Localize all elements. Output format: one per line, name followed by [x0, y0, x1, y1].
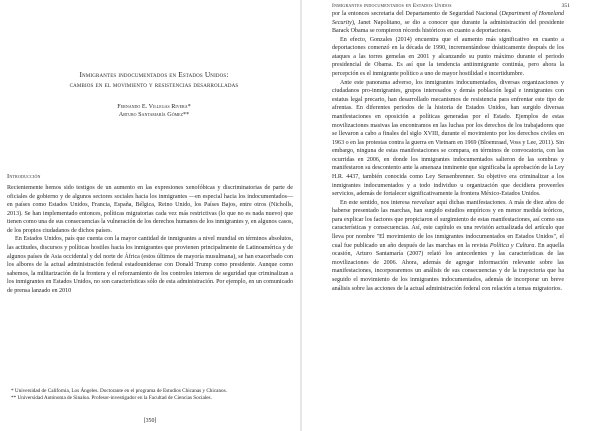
page-number-right: 351 — [561, 3, 570, 9]
right-page — [302, 0, 600, 431]
page-number-left: [350] — [143, 418, 157, 424]
footnote-1: * Universidad de California, Los Ángeles. Doctorante en el programa de Estudios Chicanas y Chicanos. — [11, 388, 227, 394]
paragraph-2: En Estados Unidos, país que cuenta con la mayor cantidad de inmigrantes a nivel mundial en términos absolutos, las actitudes, discursos y políticas hostiles hacia los inmigrantes que provienen principalmente de Latinoamérica y de algunos países de Asia occidental y del norte de África (estos últimos de mayoría musulmana), se han exacerbado con los albores de la actual administración federal estadounidense con Donald Trump como presidente. Aunque como sabemos, la militarización de la frontera y el reforzamiento de los controles internos de seguridad que criminalizan a los inmigrantes en Estados Unidos, no son características sólo de esta administración. Por ejemplo, en un comunicado de prensa lanzado en 2010 — [7, 236, 293, 294]
footnotes — [7, 388, 293, 402]
paragraph-reevaluar — [332, 199, 564, 293]
p1-emphasis: Department of Homeland Security — [332, 11, 564, 26]
p4-text-b: aquí dichas manifestaciones. A más de diez años de haberse presentado las marchas, han surgido estudios empíricos y en menor medida teóricos, para explicar los factores que propiciaron el surgimiento de estas manifestaciones, así como sus características y consecuencias. Así, este capítulo es una revisión actualizada del artículo que lleva por nombre "El movimiento de los inmigrantes indocumentados en Estados Unidos", el cual fue publicado un año después de las marchas en la revista — [332, 199, 564, 249]
p4-emphasis-1: reevaluar — [411, 199, 435, 206]
chapter-title-block — [16, 70, 292, 120]
left-body-text — [7, 184, 293, 296]
p4-text-c: . En aquella ocasión, Arturo Santamaría (2007) relató los antecedentes y las características de las movilizaciones de 2006. Ahora, además de agregar información relevante sobre las manifestaciones, incorporaremos un análisis de sus consecuencias y de la trayectoria que ha seguido el movimiento de los inmigrantes indocumentados, además de incorporar un breve análisis sobre las acciones de la actual administración federal con relación a temas migratorios. — [332, 242, 564, 292]
paragraph-resistance: Ante este panorama adverso, los inmigrantes indocumentados, diversas organizaciones y ciudadanos pro-inmigrantes, grupos interesados y demás población legal e inmigrantes con estatus legal precario, han desarrollado mecanismos de resistencia para enfrentar este tipo de afrentas. En diferentes periodos de la historia de Estados Unidos, han surgido diversas manifestaciones en oposición a políticas generadas por el Estado. Ejemplos de estas movilizaciones masivas las encontramos en las luchas por los derechos de los trabajadores que se llevaron a cabo a finales del siglo XVIII, durante el movimiento por los derechos civiles en 1963 o en las protestas contra la guerra en Vietnam en 1969 (Bloemraad, Voss y Lee, 2011). Sin embargo, ninguna de estas manifestaciones se compara, en términos de convocatoria, con las ocurridas en 2006, en donde los inmigrantes indocumentados salieron de las sombras y manifestaron su descontento ante la amenaza inminente que significaba la aprobación de la Ley H.R. 4437, también conocida como Ley Sensenbrenner. Su objetivo era criminalizar a los inmigrantes indocumentados y a todo individuo u organización que decidiera proveerles servicios, además de fortalecer significativamente la frontera México-Estados Unidos. — [332, 79, 564, 198]
author-2: Arturo Santamaría Gómez** — [118, 111, 190, 119]
chapter-title-line1: Inmigrantes indocumentados en Estados Unidos: — [79, 70, 229, 79]
paragraph-continued — [332, 10, 564, 36]
footnote-2: ** Universidad Autónoma de Sinaloa. Profesor-investigador en la Facultad de Ciencias Sociales. — [11, 395, 212, 402]
paragraph-gonzales: En efecto, Gonzales (2014) encuentra que el aumento más significativo en cuanto a deportaciones comenzó en la década de 1990, incrementándose drásticamente después de los ataques a las torres gemelas en 2001 y alcanzando su punto máximo durante el periodo presidencial de Obama. Es así que la tendencia antiinmigrante continúa, pero ahora la percepción es el inmigrante político a uno de mayor hostilidad e incertidumbre. — [332, 36, 564, 78]
p4-text-a: En este sentido, nos interesa — [340, 199, 412, 206]
chapter-title — [16, 70, 292, 89]
section-heading-introduction: Introducción — [7, 173, 41, 180]
chapter-title-line2: cambios en el movimiento y resistencias desarrolladas — [69, 79, 239, 89]
author-1: Fernando E. Villegas Rivera* — [117, 103, 191, 111]
right-body-text — [332, 10, 564, 293]
authors — [16, 103, 292, 119]
running-head: Inmigrantes indocumentados en Estados Unidos — [332, 3, 452, 9]
paragraph-1: Recientemente hemos sido testigos de un aumento en las expresiones xenofóbicas y discriminatorias de parte de oficiales de gobierno y de algunos sectores sociales hacia los inmigrantes —en especial hacia los indocumentados— en países como Estados Unidos, Francia, España, Bélgica, Reino Unido, los Países Bajos, entre otros (Nicholls, 2013). Se han implementado entonces, políticas migratorias cada vez más restrictivas (lo que no es nada nuevo) que tienen como una de sus consecuencias la vulneración de los derechos humanos de los inmigrantes y, en algunos casos, de los propios ciudadanos de dichos países. — [7, 185, 293, 234]
p4-emphasis-2: Política y Cultura — [489, 242, 535, 249]
p1-text-b: ), Janet Napolitano, se dio a conocer que durante la administración del presidente Barack Obama se rompieron récords históricos en cuanto a deportaciones. — [332, 19, 564, 35]
p1-text-a: por la entonces secretaria del Departamento de Seguridad Nacional ( — [332, 11, 502, 17]
